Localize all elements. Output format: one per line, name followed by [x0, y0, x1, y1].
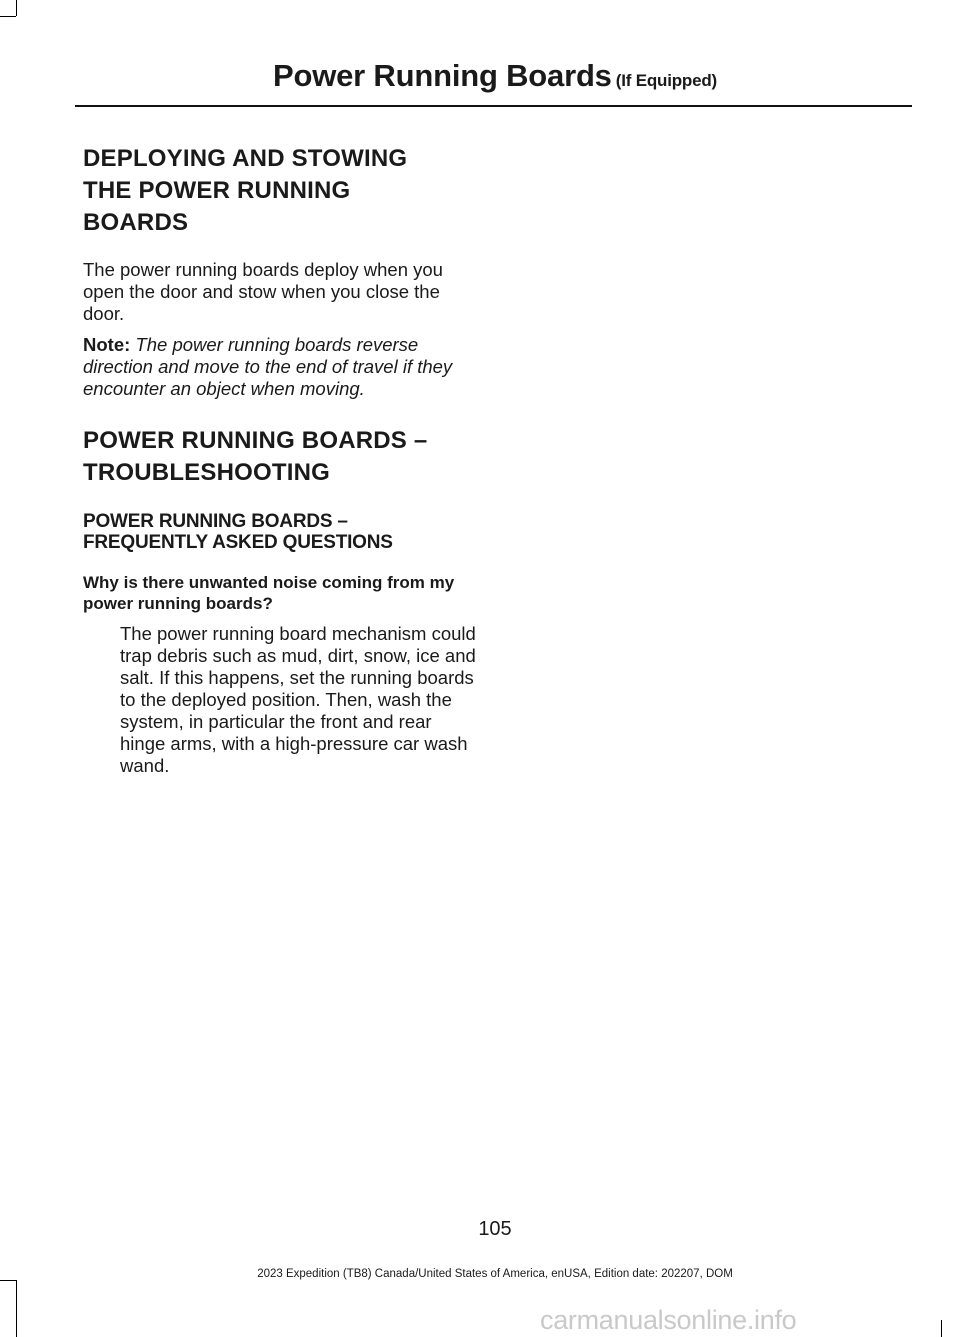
note-label: Note: — [83, 334, 131, 355]
crop-mark-bottom-right — [941, 1320, 942, 1337]
header-qualifier: (If Equipped) — [615, 71, 718, 90]
note-text: The power running boards reverse direction and move to the end of travel if they encounter an object when moving. — [83, 334, 453, 399]
crop-mark-top-left — [16, 0, 17, 16]
main-column — [83, 144, 483, 777]
crop-mark-top-left-horizontal — [0, 16, 16, 17]
footer-text: 2023 Expedition (TB8) Canada/United States of America, enUSA, Edition date: 202207, DOM — [257, 1268, 733, 1280]
deploy-body-text: The power running boards deploy when you open the door and stow when you close the door. — [83, 259, 443, 324]
crop-mark-bottom-left-horizontal — [0, 1280, 16, 1281]
crop-mark-bottom-left — [16, 1280, 17, 1337]
page-number: 105 — [478, 1218, 512, 1240]
faq-question: Why is there unwanted noise coming from my power running boards? — [83, 573, 455, 613]
section-heading-deploying: DEPLOYING AND STOWING THE POWER RUNNING BOARDS — [83, 145, 408, 236]
header-title: Power Running Boards — [272, 58, 612, 93]
faq-answer: The power running board mechanism could trap debris such as mud, dirt, snow, ice and salt. If this happens, set the running boards to the deployed position. Then, wash the system, in particular the front and rear hinge arms, with a high-pressure car wash wand. — [120, 623, 476, 776]
subheading-faq: POWER RUNNING BOARDS – FREQUENTLY ASKED QUESTIONS — [83, 511, 393, 553]
watermark: carmanualsonline.info — [540, 1305, 797, 1335]
running-header — [0, 58, 960, 94]
section-heading-troubleshooting: POWER RUNNING BOARDS – TROUBLESHOOTING — [83, 427, 428, 486]
header-rule — [75, 105, 912, 107]
note — [83, 334, 483, 400]
